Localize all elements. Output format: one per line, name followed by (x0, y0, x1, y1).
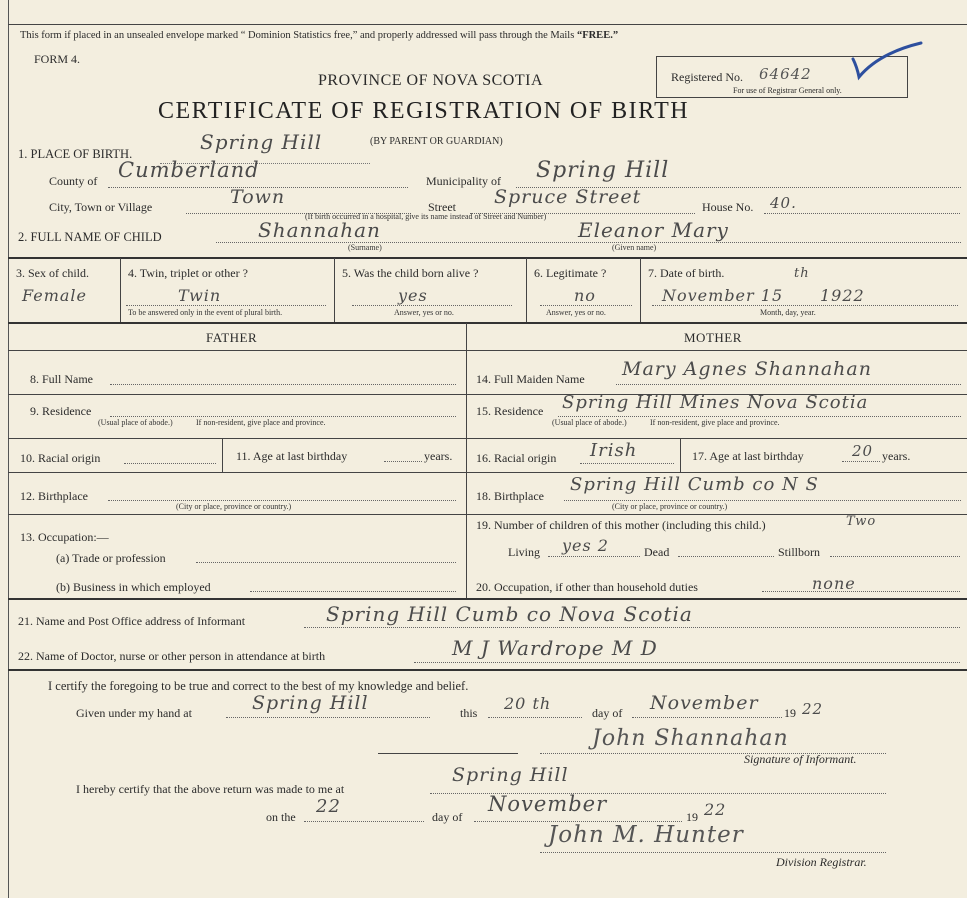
informant-signature: John Shannahan (592, 726, 789, 751)
informant-signature-caption: Signature of Informant. (744, 752, 857, 766)
registrar-year-prefix: 19 (686, 810, 698, 824)
mother-occupation-label: 20. Occupation, if other than household duties (476, 580, 698, 594)
stillborn-line (830, 556, 960, 557)
alive-label: 5. Was the child born alive ? (342, 266, 479, 280)
father-residence-note: If non-resident, give place and province. (196, 418, 326, 427)
stillborn-label: Stillborn (778, 545, 821, 559)
child-name-label: 2. FULL NAME OF CHILD (18, 230, 162, 244)
child-name-line (216, 242, 961, 243)
father-birthplace-label: 12. Birthplace (20, 489, 88, 503)
boxes-top-rule (8, 257, 967, 259)
signature-short-rule (378, 753, 518, 754)
on-the-label: on the (266, 810, 296, 824)
date-line (652, 305, 958, 306)
registered-number-box (656, 56, 908, 98)
place-of-birth-label: 1. PLACE OF BIRTH. (18, 147, 133, 161)
place-of-birth-value: Spring Hill (200, 130, 323, 154)
father-residence-line (110, 416, 456, 417)
registrar-use-note: For use of Registrar General only. (733, 86, 842, 95)
registrar-statement: I hereby certify that the above return was made to me at (76, 782, 345, 796)
legitimate-label: 6. Legitimate ? (534, 266, 607, 280)
mother-racial-line (580, 463, 674, 464)
date-suffix: th (794, 266, 810, 281)
day-of-label: day of (592, 706, 623, 720)
certificate-subtitle: (BY PARENT OR GUARDIAN) (370, 136, 503, 147)
registrar-signature-line (540, 852, 886, 853)
municipality-value: Spring Hill (536, 158, 670, 183)
date-value: November 15 (662, 286, 784, 305)
boxes-bottom-rule (8, 322, 967, 324)
parents-divider (466, 323, 467, 598)
father-racial-label: 10. Racial origin (20, 451, 101, 465)
father-age-label: 11. Age at last birthday (236, 449, 348, 463)
county-value: Cumberland (118, 158, 260, 182)
mother-age-divider (680, 438, 681, 472)
mother-racial-value: Irish (590, 440, 638, 461)
registrar-day-value: 22 (316, 796, 341, 817)
mother-heading: MOTHER (684, 330, 742, 345)
check-mark-icon (849, 41, 929, 90)
mother-name-line (616, 384, 961, 385)
mother-birthplace-label: 18. Birthplace (476, 489, 544, 503)
certify-month-value: November (650, 692, 759, 714)
mother-racial-label: 16. Racial origin (476, 451, 557, 465)
father-name-label: 8. Full Name (30, 372, 93, 386)
registered-label: Registered No. (671, 70, 743, 84)
father-racial-line (124, 463, 216, 464)
box-divider-3 (526, 258, 527, 322)
father-name-line (110, 384, 456, 385)
alive-caption: Answer, yes or no. (394, 308, 454, 317)
mother-name-label: 14. Full Maiden Name (476, 372, 585, 386)
registrar-signature: John M. Hunter (548, 822, 744, 848)
sex-value: Female (22, 286, 87, 305)
informant-line (304, 627, 960, 628)
county-label: County of (49, 174, 98, 188)
registrar-year-value: 22 (704, 800, 727, 819)
father-birthplace-caption: (City or place, province or country.) (176, 502, 292, 511)
province-heading: PROVINCE OF NOVA SCOTIA (318, 72, 544, 89)
informant-value: Spring Hill Cumb co Nova Scotia (326, 602, 693, 626)
street-label: Street (428, 200, 456, 214)
city-label: City, Town or Village (49, 200, 153, 214)
given-under-label: Given under my hand at (76, 706, 192, 720)
doctor-line (414, 662, 960, 663)
mother-birthplace-value: Spring Hill Cumb co N S (570, 474, 819, 495)
registrar-day-line (304, 821, 424, 822)
legitimate-caption: Answer, yes or no. (546, 308, 606, 317)
surname-caption: (Surname) (348, 243, 382, 252)
father-trade-line (196, 562, 456, 563)
alive-value: yes (398, 286, 428, 305)
form-number: FORM 4. (34, 52, 81, 66)
legitimate-value: no (574, 286, 596, 305)
row-rule-2 (8, 438, 967, 439)
given-place-line (226, 717, 430, 718)
top-border (8, 24, 967, 25)
registrar-place-value: Spring Hill (452, 764, 569, 786)
registrar-day-of-label: day of (432, 810, 463, 824)
father-business-line (250, 591, 456, 592)
mother-birthplace-caption: (City or place, province or country.) (612, 502, 728, 511)
twin-line (126, 305, 326, 306)
mother-age-unit: years. (882, 449, 911, 463)
date-caption: Month, day, year. (760, 308, 816, 317)
child-surname: Shannahan (258, 218, 381, 242)
given-place-value: Spring Hill (252, 692, 369, 714)
hospital-note: (If birth occurred in a hospital, give its name instead of Street and Number) (305, 212, 547, 221)
city-value: Town (230, 186, 286, 208)
father-birthplace-line (108, 500, 456, 501)
certificate-title: CERTIFICATE OF REGISTRATION OF BIRTH (158, 98, 690, 124)
living-line (548, 556, 640, 557)
certify-day-line (488, 717, 582, 718)
informant-label: 21. Name and Post Office address of Informant (18, 614, 246, 628)
mail-notice: This form if placed in an unsealed envelope marked “ Dominion Statistics free,” and properly addressed will pass through the Mails “FREE.” (20, 30, 619, 41)
mother-age-label: 17. Age at last birthday (692, 449, 804, 463)
street-value: Spruce Street (494, 186, 642, 208)
date-year: 1922 (820, 286, 865, 305)
living-value: yes 2 (562, 536, 609, 555)
mother-birthplace-line (564, 500, 961, 501)
box-divider-1 (120, 258, 121, 322)
house-label: House No. (702, 200, 754, 214)
father-age-line (384, 461, 422, 462)
dead-line (678, 556, 774, 557)
certify-day-value: 20 th (504, 694, 552, 713)
father-age-divider (222, 438, 223, 472)
doctor-label: 22. Name of Doctor, nurse or other person in attendance at birth (18, 649, 326, 663)
certify-top-rule (8, 669, 967, 671)
date-label: 7. Date of birth. (648, 266, 725, 280)
dead-label: Dead (644, 545, 670, 559)
mother-residence-label: 15. Residence (476, 404, 544, 418)
mother-age-line (842, 461, 880, 462)
alive-line (352, 305, 512, 306)
certify-year-prefix: 19 (784, 706, 796, 720)
left-margin-line (8, 0, 9, 898)
parents-heading-rule (8, 350, 967, 351)
parents-bottom-rule (8, 598, 967, 600)
twin-value: Twin (178, 286, 222, 305)
father-residence-label: 9. Residence (30, 404, 92, 418)
this-label: this (460, 706, 478, 720)
mother-residence-value: Spring Hill Mines Nova Scotia (562, 392, 869, 413)
twin-caption: To be answered only in the event of plural birth. (128, 308, 283, 317)
mother-residence-note: If non-resident, give place and province. (650, 418, 780, 427)
registrar-signature-caption: Division Registrar. (776, 855, 867, 869)
mother-children-value: Two (846, 514, 877, 529)
living-label: Living (508, 545, 540, 559)
father-trade-label: (a) Trade or profession (56, 551, 166, 565)
box-divider-2 (334, 258, 335, 322)
mother-age-value: 20 (852, 442, 874, 460)
mother-children-label: 19. Number of children of this mother (including this child.) (476, 518, 766, 532)
sex-label: 3. Sex of child. (16, 266, 89, 280)
mother-residence-line (558, 416, 961, 417)
father-residence-caption: (Usual place of abode.) (98, 418, 173, 427)
mother-residence-caption: (Usual place of abode.) (552, 418, 627, 427)
given-caption: (Given name) (612, 243, 657, 252)
father-occupation-label: 13. Occupation:— (20, 530, 109, 544)
father-age-unit: years. (424, 449, 453, 463)
father-business-label: (b) Business in which employed (56, 580, 211, 594)
father-heading: FATHER (206, 330, 258, 345)
doctor-value: M J Wardrope M D (452, 636, 658, 660)
registrar-month-value: November (488, 792, 608, 816)
mother-occupation-value: none (812, 574, 856, 593)
certify-year-value: 22 (802, 700, 824, 718)
municipality-label: Municipality of (426, 174, 501, 188)
legitimate-line (540, 305, 632, 306)
certify-month-line (632, 717, 782, 718)
mother-occupation-line (762, 591, 960, 592)
twin-label: 4. Twin, triplet or other ? (128, 266, 248, 280)
box-divider-4 (640, 258, 641, 322)
registered-value: 64642 (759, 65, 812, 83)
house-value: 40. (770, 194, 797, 212)
certify-statement: I certify the foregoing to be true and correct to the best of my knowledge and belief. (48, 679, 469, 693)
row-rule-4 (8, 514, 967, 515)
row-rule-3 (8, 472, 967, 473)
house-line (764, 213, 960, 214)
child-given-name: Eleanor Mary (578, 218, 729, 242)
mother-name-value: Mary Agnes Shannahan (622, 358, 872, 380)
